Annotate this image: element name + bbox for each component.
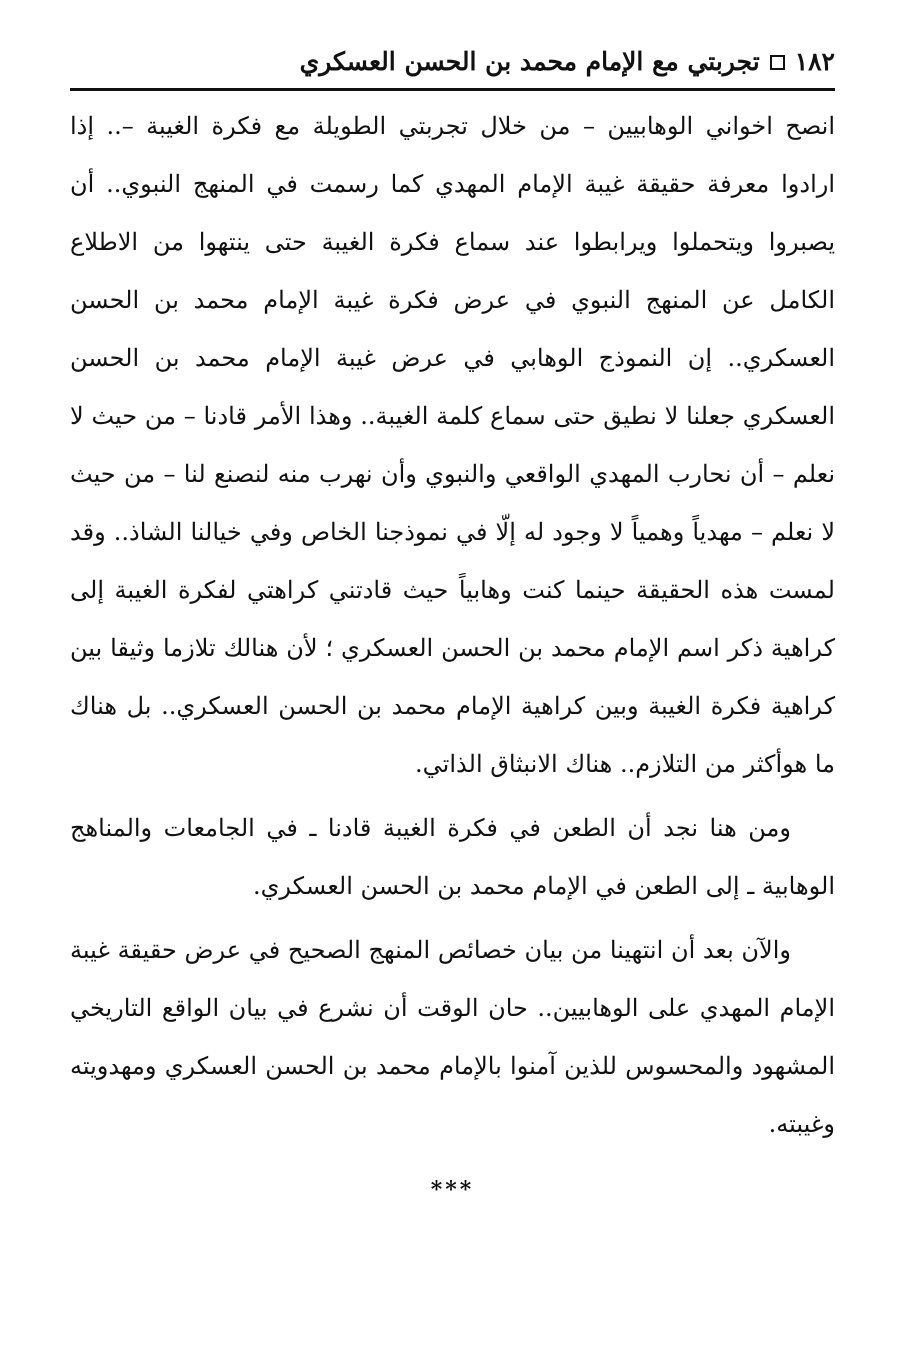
paragraph-2: ومن هنا نجد أن الطعن في فكرة الغيبة قادنا ـ في الجامعات والمناهج الوهابية ـ إلى الطعن في الإمام محمد بن الحسن العسكري. [70,814,835,900]
square-ornament-icon [770,55,785,70]
page-number: ١٨٢ [794,47,835,76]
running-header [70,40,835,84]
paragraph-1: انصح اخواني الوهابيين – من خلال تجربتي الطويلة مع فكرة الغيبة –.. إذا ارادوا معرفة حقيقة غيبة الإمام المهدي كما رسمت في المنهج النبوي.. أن يصبروا ويتحملوا ويرابطوا عند سماع فكرة الغيبة حتى ينتهوا من الاطلاع الكامل عن المنهج النبوي في عرض فكرة غيبة الإمام محمد بن الحسن العسكري.. إن النموذج الوهابي في عرض غيبة الإمام محمد بن الحسن العسكري جعلنا لا نطيق حتى سماع كلمة الغيبة.. وهذا الأمر قادنا – من حيث لا نعلم – أن نحارب المهدي الواقعي والنبوي وأن نهرب منه لنصنع لنا – من حيث لا نعلم – مهدياً وهمياً لا وجود له إلّا في نموذجنا الخاص وفي خيالنا الشاذ.. وقد لمست هذه الحقيقة حينما كنت وهابياً حيث قادتني كراهتي لفكرة الغيبة إلى كراهية ذكر اسم الإمام محمد بن الحسن العسكري ؛ لأن هنالك تلازما وثيقا بين كراهية فكرة الغيبة وبين كراهية الإمام محمد بن الحسن العسكري.. بل هناك ما هوأكثر من التلازم.. هناك الانبثاق الذاتي. [70,112,835,778]
page-body [70,97,835,1153]
book-page [70,40,835,1330]
section-end-mark: *** [430,1177,475,1203]
header-divider [70,88,835,91]
paragraph-3: والآن بعد أن انتهينا من بيان خصائص المنهج الصحيح في عرض حقيقة غيبة الإمام المهدي على الوهابيين.. حان الوقت أن نشرع في بيان الواقع التاريخي المشهود والمحسوس للذين آمنوا بالإمام محمد بن الحسن العسكري ومهدويته وغيبته. [70,936,835,1138]
book-title: تجربتي مع الإمام محمد بن الحسن العسكري [299,47,760,76]
